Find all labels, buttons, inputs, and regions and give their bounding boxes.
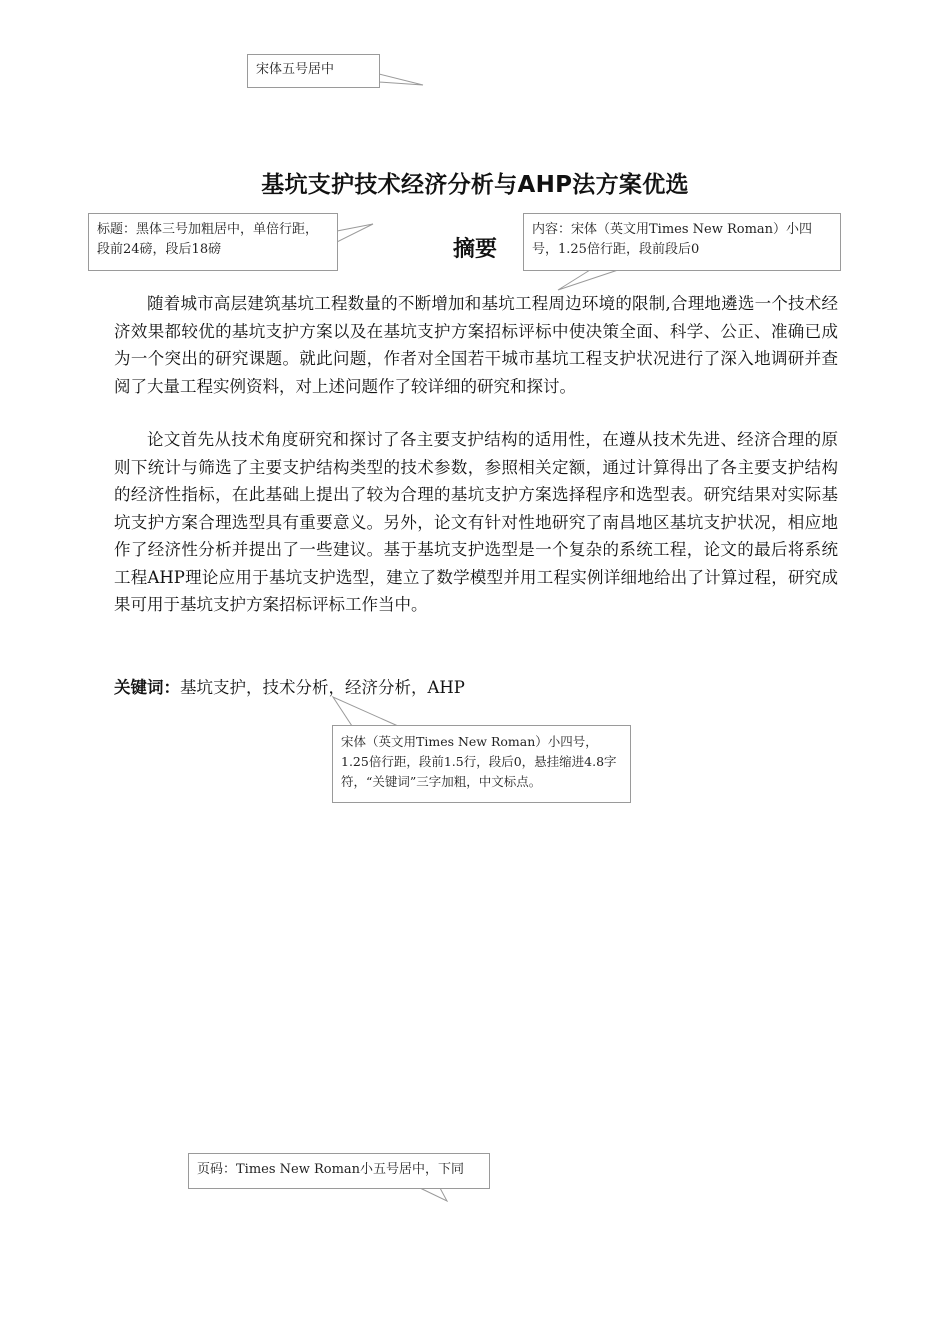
font-note-callout [247,54,380,88]
keywords-note-tail [333,697,398,726]
content-note-callout [523,213,841,271]
document-title: 基坑支护技术经济分析与AHP法方案优选 [261,172,689,198]
keywords-text: 基坑支护，技术分析，经济分析，AHP [180,678,465,697]
content-note-tail [558,270,618,290]
keywords-note-callout [332,725,631,803]
title-note-text: 标题：黑体三号加粗居中，单倍行距，段前24磅，段后18磅 [97,222,319,257]
page-number-note-text: 页码：Times New Roman小五号居中，下同 [197,1162,465,1177]
title-note-tail [337,224,373,242]
page-number-note-callout [188,1153,490,1189]
page-note-tail [420,1188,447,1201]
font-note-text: 宋体五号居中 [256,62,335,77]
abstract-paragraph-1: 随着城市高层建筑基坑工程数量的不断增加和基坑工程周边环境的限制,合理地遴选一个技术经济效果都较优的基坑支护方案以及在基坑支护方案招标评标中使决策全面、科学、公正、准确已成为一个突出的研究课题。就此问题，作者对全国若干城市基坑工程支护状况进行了深入地调研并查阅了大量工程实例资料，对上述问题作了较详细的研究和探讨。 [114,294,838,396]
keywords-line [114,674,838,701]
keywords-note-text: 宋体（英文用Times New Roman）小四号，1.25倍行距，段前1.5行，段后0，悬挂缩进4.8字符，“关键词”三字加粗，中文标点。 [341,734,617,789]
content-note-text: 内容：宋体（英文用Times New Roman）小四号，1.25倍行距，段前段后0 [532,222,813,257]
keywords-label: 关键词： [114,678,180,697]
abstract-heading: 摘要 [452,237,497,262]
abstract-paragraph-2: 论文首先从技术角度研究和探讨了各主要支护结构的适用性，在遵从技术先进、经济合理的原则下统计与筛选了主要支护结构类型的技术参数，参照相关定额，通过计算得出了各主要支护结构的经济性指标，在此基础上提出了较为合理的基坑支护方案选择程序和选型表。研究结果对实际基坑支护方案合理选型具有重要意义。另外，论文有针对性地研究了南昌地区基坑支护状况，相应地作了经济性分析并提出了一些建议。基于基坑支护选型是一个复杂的系统工程，论文的最后将系统工程AHP理论应用于基坑支护选型，建立了数学模型并用工程实例详细地给出了计算过程，研究成果可用于基坑支护方案招标评标工作当中。 [114,430,838,614]
title-note-callout [88,213,338,271]
font-note-tail [379,74,423,85]
